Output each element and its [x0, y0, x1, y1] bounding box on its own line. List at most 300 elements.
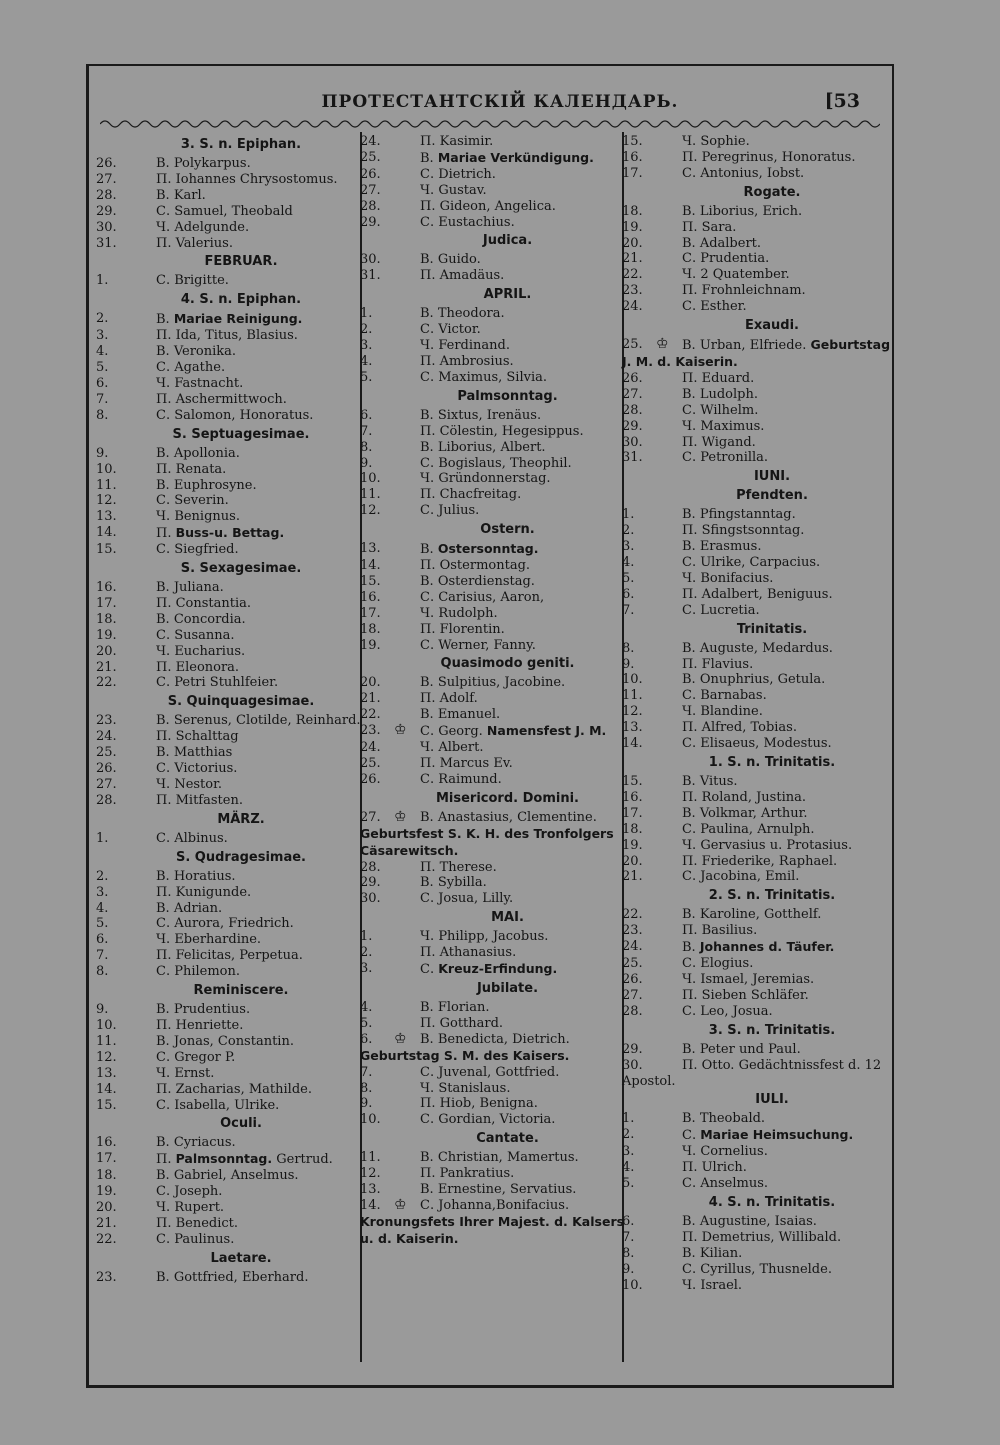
saint-names: С. Anselmus.: [682, 1176, 768, 1192]
entry-text: [420, 1081, 510, 1096]
saint-names: Ч. Eberhardine.: [156, 932, 262, 948]
calendar-entry: [96, 1098, 366, 1114]
saint-names: С. Elisaeus, Modestus.: [682, 736, 832, 752]
calendar-entry: [622, 923, 902, 939]
calendar-entry: [622, 539, 902, 555]
entry-text: [420, 183, 487, 198]
day-number: 27.: [96, 777, 117, 792]
section-heading: S. Qudragesimae.: [175, 849, 306, 865]
calendar-entry: [96, 188, 366, 204]
calendar-entry: [96, 869, 366, 885]
feast-name: Ostersonntag.: [437, 541, 539, 557]
saint-names: С.: [682, 1128, 701, 1144]
calendar-entry: [622, 337, 902, 371]
day-number: 9.: [96, 445, 109, 461]
saint-names: Ч. Ernst.: [156, 1065, 215, 1081]
calendar-entry: [96, 172, 366, 188]
entry-text: [420, 945, 516, 960]
saint-names: В. Horatius.: [156, 868, 236, 884]
calendar-entry: [622, 988, 902, 1004]
saint-names: В. Sixtus, Irenäus.: [420, 407, 542, 423]
day-number: 30.: [360, 252, 381, 268]
day-number: 11.: [360, 487, 381, 503]
entry-text: [420, 167, 496, 182]
entry-text: [156, 777, 222, 792]
calendar-entry: [360, 354, 635, 370]
entry-text: [420, 772, 502, 787]
entry-text: [156, 446, 240, 461]
calendar-entry: [96, 916, 366, 932]
saint-names: В. Florian.: [420, 999, 490, 1015]
feast-name: Namensfest J. M.: [486, 723, 607, 739]
section-heading: 2. S. n. Trinitatis.: [708, 888, 836, 904]
entry-text: [682, 387, 758, 402]
saint-names: П. Ulrich.: [682, 1160, 747, 1176]
day-number: 27.: [360, 182, 381, 198]
day-number: 30.: [96, 219, 117, 235]
entry-text: [682, 555, 820, 570]
calendar-entry: [96, 713, 366, 729]
day-number: 13.: [360, 541, 381, 557]
entry-text: [156, 628, 235, 643]
entry-text: [156, 462, 226, 477]
day-number: 24.: [96, 729, 117, 745]
day-number: 4.: [96, 900, 109, 916]
entry-text: [156, 1066, 214, 1081]
saint-names: П. Sieben Schläfer.: [682, 987, 809, 1003]
calendar-entry: [360, 707, 635, 723]
feast-name: Mariae Reinigung.: [173, 311, 303, 327]
entry-text: [156, 1082, 312, 1097]
day-number: 23.: [360, 723, 381, 739]
day-number: 3.: [622, 539, 635, 555]
saint-names: В. Concordia.: [156, 611, 246, 627]
day-number: 15.: [360, 573, 381, 589]
saint-names: С. Maximus, Silvia.: [420, 369, 548, 385]
day-number: 12.: [622, 704, 643, 720]
entry-text: [156, 1152, 333, 1167]
entry-text: [420, 622, 505, 637]
section-heading: Judica.: [482, 233, 533, 249]
saint-names: С. Philemon.: [156, 964, 240, 980]
entry-text: [420, 354, 514, 369]
day-number: 10.: [96, 461, 117, 477]
saint-names: Ч. Bonifacius.: [682, 570, 774, 586]
calendar-entry: [96, 156, 366, 172]
day-number: 19.: [96, 1184, 117, 1200]
calendar-entry: [360, 1016, 635, 1032]
entry-text: [682, 371, 754, 386]
day-number: 8.: [96, 407, 109, 423]
entry-text: [682, 940, 834, 955]
section-heading: Cantate.: [476, 1131, 539, 1147]
saint-names-extra: Gertrud.: [272, 1152, 333, 1168]
calendar-entry: [622, 523, 902, 539]
day-number: 27.: [96, 171, 117, 187]
saint-names: П. Gotthard.: [420, 1015, 504, 1031]
entry-text: [420, 215, 515, 230]
day-number: 10.: [622, 1277, 643, 1293]
day-number: 26.: [360, 166, 381, 182]
saint-names: В. Ludolph.: [682, 386, 758, 402]
saint-names: В. Ernestine, Servatius.: [420, 1182, 577, 1198]
day-number: 11.: [96, 1033, 117, 1049]
entry-text: [420, 1096, 538, 1111]
section-heading: MAI.: [491, 910, 524, 926]
day-number: 11.: [96, 477, 117, 493]
calendar-entry: [96, 660, 366, 676]
calendar-entry: [96, 542, 366, 558]
saint-names: П. Peregrinus, Honoratus.: [682, 149, 856, 165]
day-number: 10.: [360, 471, 381, 487]
day-number: 14.: [96, 525, 117, 541]
day-number: 31.: [96, 235, 117, 251]
day-number: 6.: [360, 407, 373, 423]
day-number: 8.: [96, 964, 109, 980]
crown-icon: ♔: [394, 808, 407, 825]
calendar-entry: [360, 675, 635, 691]
entry-text: [156, 509, 240, 524]
day-number: 22.: [622, 267, 643, 283]
entry-text: [420, 456, 572, 471]
day-number: 17.: [360, 605, 381, 621]
calendar-entry: [360, 408, 635, 424]
saint-names: В. Apollonia.: [156, 445, 240, 461]
saint-names: П. Florentin.: [420, 621, 505, 637]
saint-names: В. Jonas, Constantin.: [156, 1033, 294, 1049]
day-number: 25.: [96, 745, 117, 761]
entry-text: [360, 1032, 570, 1064]
saint-names: П. Marcus Ev.: [420, 756, 513, 771]
saint-names: В.: [156, 312, 174, 328]
saint-names: П. Eduard.: [682, 370, 755, 386]
calendar-entry: [622, 220, 902, 236]
entry-text: [420, 1182, 576, 1197]
day-number: 4.: [360, 999, 373, 1015]
day-number: 3.: [622, 1144, 635, 1160]
entry-text: [682, 988, 809, 1003]
day-number: 23.: [96, 713, 117, 729]
saint-names: В. Christian, Mamertus.: [420, 1150, 579, 1166]
entry-text: [682, 523, 804, 538]
day-number: 7.: [622, 602, 635, 618]
saint-names: П. Ambrosius.: [420, 353, 514, 369]
calendar-entry: [622, 450, 902, 466]
entry-text: [682, 1004, 773, 1019]
saint-names: Ч. Gustav.: [420, 182, 487, 198]
calendar-entry: [96, 493, 366, 509]
page-title: ПРОТЕСТАНТСКІЙ КАЛЕНДАРЬ.: [321, 92, 679, 112]
entry-text: [156, 932, 261, 947]
entry-text: [420, 558, 530, 573]
section-heading: 1. S. n. Trinitatis.: [708, 755, 836, 770]
calendar-entry: [96, 204, 366, 220]
calendar-entry: [622, 603, 902, 619]
day-number: 13.: [96, 509, 117, 525]
entry-text: [682, 251, 769, 266]
calendar-entry: [96, 1270, 366, 1286]
saint-names: Ч. Ferdinand.: [420, 338, 510, 354]
section-heading: Pfendten.: [736, 488, 808, 504]
section-heading: S. Septuagesimae.: [172, 426, 310, 442]
saint-names: В. Theodora.: [420, 306, 505, 322]
saint-names: П. Amadäus.: [420, 268, 505, 284]
calendar-entry: [622, 403, 902, 419]
calendar-entry: [96, 1050, 366, 1066]
entry-text: [420, 638, 536, 653]
day-number: 24.: [622, 939, 643, 955]
day-number: 3.: [96, 328, 109, 344]
saint-names: П. Friederike, Raphael.: [682, 853, 838, 869]
day-number: 15.: [96, 542, 117, 558]
day-number: 22.: [360, 707, 381, 723]
saint-names: П. Schalttag: [156, 729, 239, 745]
saint-names: С. Julius.: [420, 503, 480, 519]
calendar-entry: [622, 869, 902, 885]
day-number: 1.: [622, 507, 635, 523]
saint-names: П. Felicitas, Perpetua.: [156, 948, 303, 964]
saint-names: П. Gideon, Angelica.: [420, 198, 556, 214]
saint-names: С. Esther.: [682, 299, 747, 315]
entry-text: [420, 322, 481, 337]
saint-names: В. Adalbert.: [682, 235, 762, 251]
day-number: 5.: [360, 369, 373, 385]
saint-names: В. Urban, Elfriede.: [682, 338, 811, 354]
day-number: 14.: [96, 1081, 117, 1097]
saint-names: С. Ulrike, Carpacius.: [682, 555, 821, 571]
calendar-entry: [360, 541, 635, 558]
calendar-entry: [622, 1176, 902, 1192]
saint-names: Ч. Albert.: [420, 740, 484, 756]
calendar-entry: [360, 756, 635, 772]
calendar-entry: [622, 1246, 902, 1262]
day-number: 6.: [360, 1031, 373, 1047]
saint-names: П. Adolf.: [420, 691, 478, 707]
calendar-entry: [360, 891, 635, 907]
crown-icon: ♔: [394, 722, 407, 739]
day-number: 19.: [622, 837, 643, 853]
day-number: 20.: [96, 1200, 117, 1216]
entry-text: [622, 1058, 881, 1089]
entry-text: [682, 822, 815, 837]
calendar-entry: [360, 215, 635, 231]
entry-text: [682, 283, 806, 298]
calendar-entry: [360, 1198, 635, 1248]
calendar-entry: [360, 590, 635, 606]
calendar-entry: [96, 462, 366, 478]
calendar-entry: [96, 509, 366, 525]
entry-text: [156, 964, 240, 979]
calendar-entry: [360, 1081, 635, 1097]
saint-names: П. Iohannes Chrysostomus.: [156, 171, 338, 187]
day-number: 21.: [360, 691, 381, 707]
day-number: 20.: [622, 235, 643, 251]
day-number: 2.: [96, 868, 109, 884]
calendar-entry: [96, 1200, 366, 1216]
calendar-entry: [622, 387, 902, 403]
calendar-entry: [360, 945, 635, 961]
saint-names: П. Pankratius.: [420, 1166, 515, 1182]
day-number: 4.: [622, 555, 635, 571]
entry-text: [156, 493, 229, 508]
saint-names: П. Henriette.: [156, 1017, 244, 1033]
section-heading: Ostern.: [480, 522, 535, 538]
calendar-entry: [96, 1135, 366, 1151]
calendar-entry: [622, 704, 902, 720]
calendar-entry: [360, 268, 635, 284]
saint-names: Ч. Sophie.: [682, 134, 750, 149]
entry-text: [420, 574, 535, 589]
calendar-entry: [96, 675, 366, 691]
calendar-entry: [96, 729, 366, 745]
calendar-entry: [360, 558, 635, 574]
day-number: 20.: [622, 853, 643, 869]
entry-text: [420, 1112, 555, 1127]
saint-names: В. Kilian.: [682, 1245, 743, 1261]
saint-names: П. Therese.: [420, 859, 497, 875]
day-number: 12.: [360, 1166, 381, 1182]
calendar-entry: [622, 236, 902, 252]
entry-text: [420, 338, 510, 353]
day-number: 29.: [622, 418, 643, 434]
entry-text: [682, 972, 814, 987]
entry-text: [682, 220, 736, 235]
calendar-entry: [360, 574, 635, 590]
saint-names: В. Erasmus.: [682, 539, 762, 555]
calendar-entry: [360, 456, 635, 472]
section-heading: Reminiscere.: [193, 983, 289, 999]
calendar-entry: [96, 1216, 366, 1232]
entry-text: [156, 901, 222, 916]
entry-text: [682, 204, 802, 219]
entry-text: [156, 392, 287, 407]
calendar-entry: [360, 606, 635, 622]
day-number: 28.: [96, 792, 117, 808]
saint-names: В. Auguste, Medardus.: [682, 640, 833, 656]
saint-names: П. Valerius.: [156, 235, 233, 251]
saint-names: П. Wigand.: [682, 434, 756, 450]
section-heading: 3. S. n. Trinitatis.: [708, 1022, 836, 1038]
day-number: 7.: [360, 1064, 373, 1080]
saint-names: С. Bogislaus, Theophil.: [420, 455, 572, 471]
saint-names: П. Kasimir.: [420, 134, 494, 149]
calendar-entry: [622, 774, 902, 790]
feast-name: Buss-u. Bettag.: [175, 525, 285, 541]
entry-text: [156, 204, 293, 219]
crown-icon: ♔: [394, 1030, 407, 1047]
day-number: 16.: [622, 149, 643, 165]
entry-text: [156, 1184, 222, 1199]
saint-names: П.: [156, 1152, 176, 1168]
calendar-entry: [622, 134, 902, 150]
calendar-entry: [622, 956, 902, 972]
saint-names: С. Juvenal, Gottfried.: [420, 1064, 560, 1080]
saint-names: Ч. Fastnacht.: [156, 375, 244, 391]
entry-text: [420, 151, 594, 166]
entry-text: [682, 267, 790, 282]
day-number: 4.: [96, 344, 109, 360]
calendar-entry: [360, 150, 635, 167]
saint-names: Ч. Philipp, Jacobus.: [420, 929, 549, 945]
saint-names: С. Joseph.: [156, 1184, 223, 1200]
section-heading: Quasimodo geniti.: [440, 656, 575, 672]
entry-text: [156, 273, 229, 288]
calendar-entry: [622, 790, 902, 806]
day-number: 9.: [96, 1002, 109, 1018]
entry-text: [420, 891, 513, 906]
calendar-entry: [360, 199, 635, 215]
saint-names: В. Peter und Paul.: [682, 1041, 801, 1057]
day-number: 1.: [96, 273, 109, 289]
day-number: 13.: [96, 1065, 117, 1081]
calendar-column-1: [96, 134, 366, 1286]
saint-names: С. Severin.: [156, 493, 229, 509]
entry-text: [156, 236, 233, 251]
saint-names: С. Isabella, Ulrike.: [156, 1097, 280, 1113]
entry-text: [420, 1016, 503, 1031]
calendar-entry: [360, 1065, 635, 1081]
calendar-entry: [360, 622, 635, 638]
saint-names: С. Petri Stuhlfeier.: [156, 675, 279, 691]
calendar-entry: [96, 344, 366, 360]
entry-text: [156, 745, 232, 760]
saint-names: Ч. Blandine.: [682, 704, 763, 720]
day-number: 2.: [622, 523, 635, 539]
entry-text: [156, 542, 239, 557]
feast-name: Mariae Verkündigung.: [437, 149, 594, 165]
saint-names: П. Demetrius, Willibald.: [682, 1229, 842, 1245]
calendar-entry: [96, 580, 366, 596]
calendar-entry: [360, 1182, 635, 1198]
saint-names: С. Victor.: [420, 322, 481, 338]
entry-text: [682, 869, 799, 884]
saint-names: Ч. Gründonnerstag.: [420, 471, 551, 487]
calendar-entry: [360, 167, 635, 183]
saint-names: П. Renata.: [156, 461, 227, 477]
day-number: 27.: [622, 987, 643, 1003]
entry-text: [156, 312, 302, 327]
saint-names: С. Siegfried.: [156, 542, 239, 558]
saint-names: Ч. Israel.: [682, 1277, 743, 1293]
entry-text: [420, 199, 556, 214]
day-number: 25.: [622, 956, 643, 972]
saint-names: Ч. Adelgunde.: [156, 219, 250, 235]
entry-text: [682, 403, 758, 418]
saint-names: В.: [682, 940, 700, 956]
entry-text: [420, 306, 505, 321]
entry-text: [682, 838, 852, 853]
entry-text: [156, 526, 284, 541]
day-number: 8.: [360, 1080, 373, 1096]
entry-text: [156, 1050, 235, 1065]
calendar-entry: [622, 1262, 902, 1278]
calendar-entry: [360, 929, 635, 945]
calendar-entry: [360, 740, 635, 756]
saint-names: В. Liborius, Albert.: [420, 439, 546, 455]
day-number: 22.: [622, 907, 643, 923]
saint-names: С. Barnabas.: [682, 688, 767, 704]
entry-text: [420, 252, 481, 267]
entry-text: [156, 713, 361, 728]
entry-text: [156, 1135, 236, 1150]
section-heading: 4. S. n. Epiphan.: [180, 292, 302, 308]
saint-names: П. Ida, Titus, Blasius.: [156, 328, 298, 344]
calendar-entry: [360, 424, 635, 440]
entry-text: [682, 1230, 841, 1245]
entry-text: [682, 1262, 832, 1277]
day-number: 30.: [622, 1057, 643, 1073]
calendar-entry: [622, 507, 902, 523]
